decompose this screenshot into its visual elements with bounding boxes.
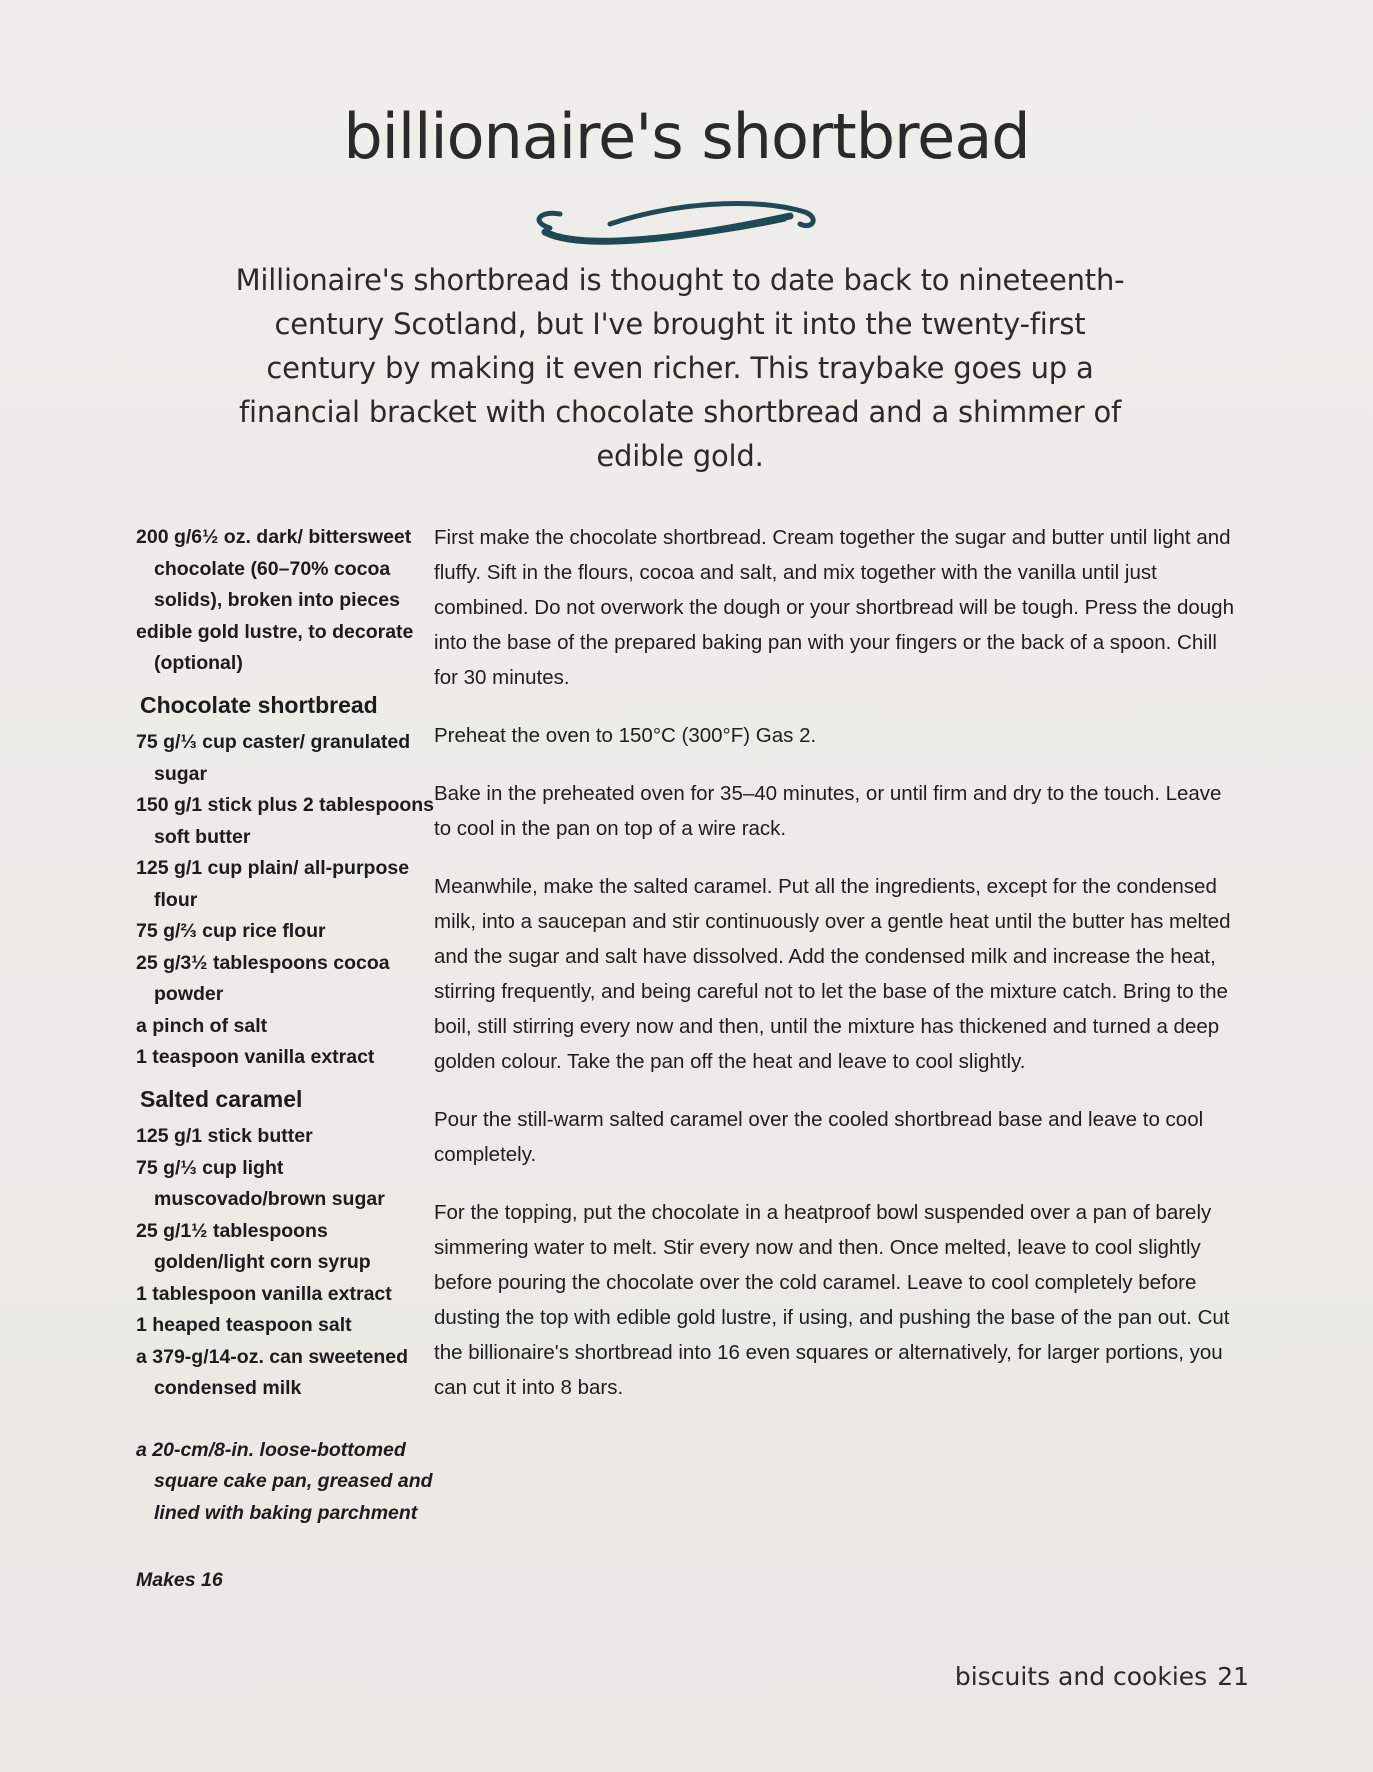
ingredient-item: 125 g/1 cup plain/ all-purpose flour [136,857,410,911]
caramel-ingredients [136,1121,436,1405]
recipe-intro: Millionaire's shortbread is thought to date back to nineteenth-century Scotland, but I've brought it into the twenty-first century by making it even richer. This traybake goes up a financial bracket with chocolate shortbread and a shimmer of edible gold. [235,263,1125,473]
ingredient-item: edible gold lustre, to decorate (optional) [136,620,414,674]
method-step: Bake in the preheated oven for 35–40 minutes, or until firm and dry to the touch. Leave to cool in the pan on top of a wire rack. [434,782,1222,840]
shortbread-heading: Chocolate shortbread [140,691,378,718]
ingredient-item: 1 teaspoon vanilla extract [136,1046,375,1068]
ingredient-item: 25 g/1½ tablespoons golden/light corn syrup [136,1219,371,1273]
ingredient-item: 25 g/3½ tablespoons cocoa powder [136,951,390,1005]
method-step: For the topping, put the chocolate in a heatproof bowl suspended over a pan of barely simmering water to melt. Stir every now and then. Once melted, leave to cool slightly before pouring the chocolate over the cold caramel. Leave to cool completely before dusting the top with edible gold lustre, if using, and pushing the base of the pan out. Cut the billionaire's shortbread into 16 even squares or alternatively, for larger portions, you can cut it into 8 bars. [434,1201,1230,1399]
ingredient-item: 75 g/⅔ cup rice flour [136,920,326,942]
ingredient-item: 150 g/1 stick plus 2 tablespoons soft butter [136,794,435,848]
method-column [434,520,1234,1428]
page-footer [955,1662,1249,1691]
ingredient-item: a 379-g/14-oz. can sweetened condensed milk [136,1345,409,1399]
method-step: Meanwhile, make the salted caramel. Put all the ingredients, except for the condensed milk, into a saucepan and stir continuously over a gentle heat until the butter has melted and the sugar and salt have dissolved. Add the condensed milk and increase the heat, stirring frequently, and being careful not to let the base of the mixture catch. Bring to the boil, still stirring every now and then, until the mixture has thickened and turned a deep golden colour. Take the pan off the heat and leave to cool slightly. [434,875,1231,1073]
topping-ingredients [136,522,436,680]
caramel-heading: Salted caramel [140,1085,303,1112]
yield-note: Makes 16 [136,1569,223,1591]
shortbread-ingredients [136,727,436,1074]
ingredient-item: 1 heaped teaspoon salt [136,1314,352,1336]
ingredients-column [136,522,436,1616]
recipe-title: billionaire's shortbread [343,100,1030,173]
method-step: Pour the still-warm salted caramel over the cooled shortbread base and leave to cool completely. [434,1108,1204,1166]
ingredient-item: 75 g/⅓ cup caster/ granulated sugar [136,731,411,785]
section-name: biscuits and cookies [954,1662,1208,1691]
ingredient-item: 75 g/⅓ cup light muscovado/brown sugar [136,1156,385,1210]
method-step: First make the chocolate shortbread. Cream together the sugar and butter until light and fluffy. Sift in the flours, cocoa and salt, and mix together with the vanilla until just combined. Do not overwork the dough or your shortbread will be tough. Press the dough into the base of the prepared baking pan with your fingers or the back of a spoon. Chill for 30 minutes. [434,526,1234,689]
ingredient-item: 200 g/6½ oz. dark/ bittersweet chocolate (60–70% cocoa solids), broken into pieces [136,526,412,611]
ingredient-item: a pinch of salt [136,1014,268,1037]
decorative-swash [520,190,830,260]
equipment-note: a 20-cm/8-in. loose-bottomed square cake pan, greased and lined with baking parchment [136,1438,433,1524]
ingredient-item: 125 g/1 stick butter [136,1125,313,1147]
page-number: 21 [1217,1662,1249,1691]
method-step: Preheat the oven to 150°C (300°F) Gas 2. [434,724,817,747]
ingredient-item: 1 tablespoon vanilla extract [136,1282,392,1305]
